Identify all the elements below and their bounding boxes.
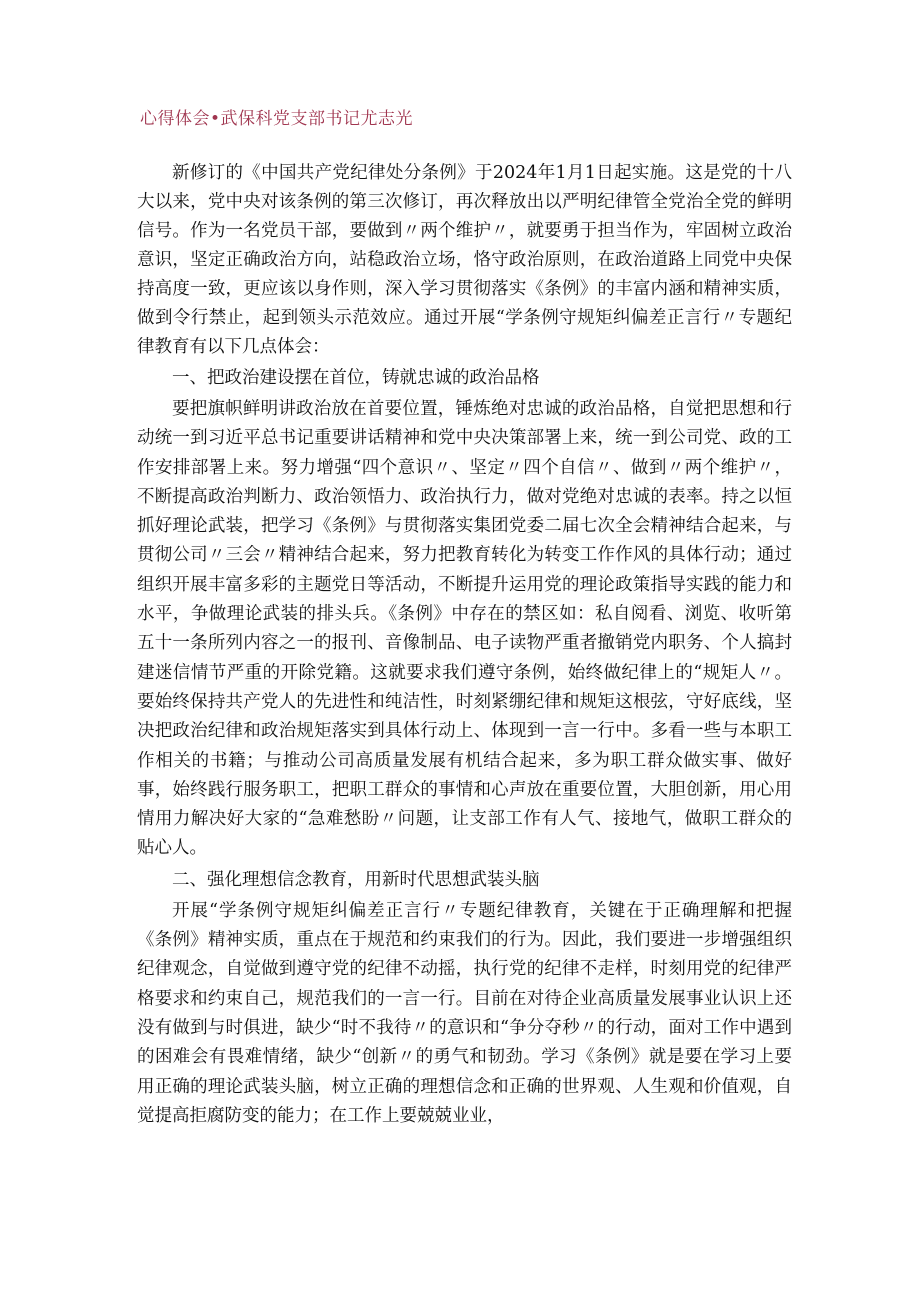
section-1-paragraph: 要把旗帜鲜明讲政治放在首要位置，锤炼绝对忠诚的政治品格，自觉把思想和行动统一到习近平总书记重要讲话精神和党中央决策部署上来，统一到公司党、政的工作安排部署上来。努力增强“四个意识〃、坚定〃四个自信〃、做到〃两个维护〃，不断提高政治判断力、政治领悟力、政治执行力，做对党绝对忠诚的表率。持之以恒抓好理论武装，把学习《条例》与贯彻落实集团党委二届七次全会精神结合起来，与贯彻公司〃三会〃精神结合起来，努力把教育转化为转变工作作风的具体行动；通过组织开展丰富多彩的主题党日等活动，不断提升运用党的理论政策指导实践的能力和水平，争做理论武装的排头兵。《条例》中存在的禁区如：私自阅看、浏览、收听第五十一条所列内容之一的报刊、音像制品、电子读物严重者撤销党内职务、个人搞封建迷信情节严重的开除党籍。这就要求我们遵守条例，始终做纪律上的“规矩人〃。要始终保持共产党人的先进性和纯洁性，时刻紧绷纪律和规矩这根弦，守好底线，坚决把政治纪律和政治规矩落实到具体行动上、体现到一言一行中。多看一些与本职工作相关的书籍；与推动公司高质量发展有机结合起来，多为职工群众做实事、做好事，始终践行服务职工，把职工群众的事情和心声放在重要位置，大胆创新，用心用情用力解决好大家的“急难愁盼〃问题，让支部工作有人气、接地气，做职工群众的贴心人。	[137, 399, 792, 859]
document-body	[137, 159, 792, 1131]
section-2-paragraph: 开展“学条例守规矩纠偏差正言行〃专题纪律教育，关键在于正确理解和把握《条例》精神实质，重点在于规范和约束我们的行为。因此，我们要进一步增强组织纪律观念，自觉做到遵守党的纪律不动摇，执行党的纪律不走样，时刻用党的纪律严格要求和约束自己，规范我们的一言一行。目前在对待企业高质量发展事业认识上还没有做到与时俱进，缺少“时不我待〃的意识和“争分夺秒〃的行动，面对工作中遇到的困难会有畏难情绪，缺少“创新〃的勇气和韧劲。学习《条例》就是要在学习上要用正确的理论武装头脑，树立正确的理想信念和正确的世界观、人生观和价值观，自觉提高拒腐防变的能力；在工作上要兢兢业业，	[137, 900, 792, 1126]
intro-paragraph: 新修订的《中国共产党纪律处分条例》于2024年1月1日起实施。这是党的十八大以来，党中央对该条例的第三次修订，再次释放出以严明纪律管全党治全党的鲜明信号。作为一名党员干部，要做到〃两个维护〃，就要勇于担当作为，牢固树立政治意识，坚定正确政治方向，站稳政治立场，恪守政治原则，在政治道路上同党中央保持高度一致，更应该以身作则，深入学习贯彻落实《条例》的丰富内涵和精神实质，做到令行禁止，起到领头示范效应。通过开展“学条例守规矩纠偏差正言行〃专题纪律教育有以下几点体会：	[137, 163, 792, 357]
section-2-heading: 二、强化理想信念教育，用新时代思想武装头脑	[172, 869, 540, 890]
document-title: 心得体会•武保科党支部书记尤志光	[140, 109, 414, 129]
section-1-heading: 一、把政治建设摆在首位，铸就忠诚的政治品格	[172, 368, 540, 388]
